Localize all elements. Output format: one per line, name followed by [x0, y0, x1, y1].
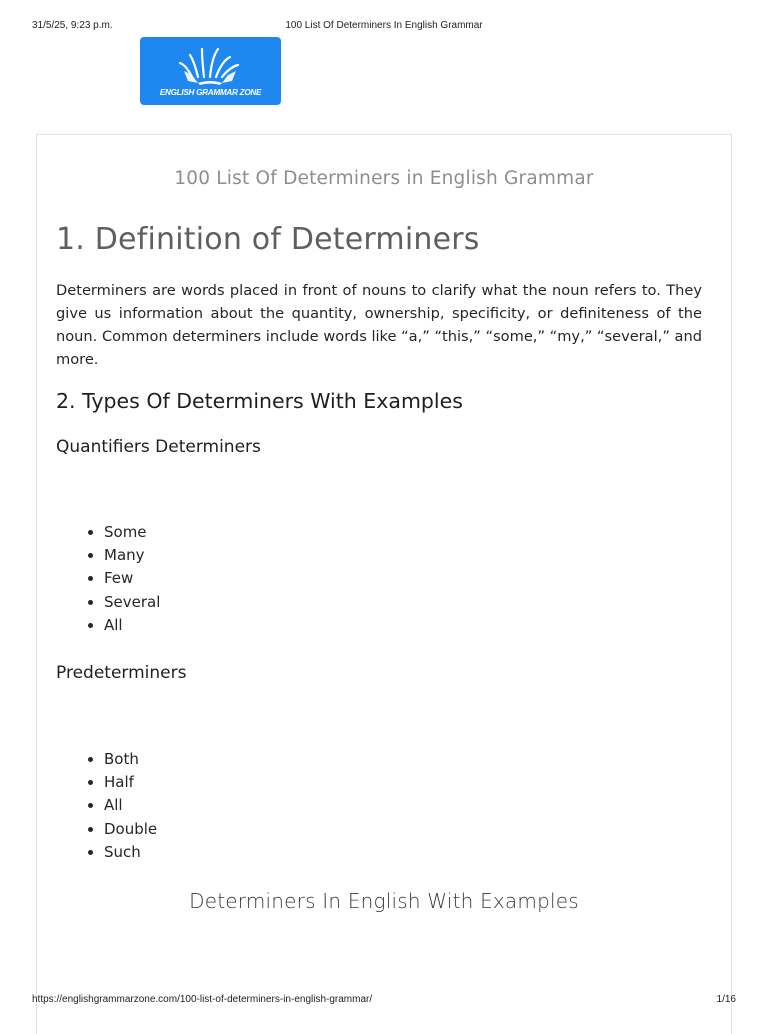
definition-paragraph: Determiners are words placed in front of nouns to clarify what the noun refers to. They give us information about the quantity, ownership, specificity, or definiteness of the noun. Common determiners include words like “a,” “this,” “some,” “my,” “several,” and more. — [56, 282, 702, 368]
site-logo[interactable] — [140, 37, 281, 105]
print-header — [32, 20, 736, 34]
print-footer — [32, 994, 736, 1008]
book-pages-icon — [140, 37, 281, 105]
image-caption: Determiners In English With Examples — [189, 889, 579, 913]
print-datetime: 31/5/25, 9:23 p.m. — [32, 20, 113, 31]
print-page-title: 100 List Of Determiners In English Grammar — [285, 20, 483, 31]
print-page-number: 1/16 — [716, 994, 736, 1005]
predeterminers-heading: Predeterminers — [56, 663, 187, 683]
list-item: • Half — [104, 771, 157, 794]
list-item: • Such — [104, 841, 157, 864]
types-heading: 2. Types Of Determiners With Examples — [56, 389, 463, 413]
list-item: • Some — [104, 521, 160, 544]
list-item: • Both — [104, 748, 157, 771]
print-url: https://englishgrammarzone.com/100-list-of-determiners-in-english-grammar/ — [32, 994, 373, 1005]
list-item: • Several — [104, 591, 160, 614]
list-item: • Many — [104, 544, 160, 567]
article-site-title: 100 List Of Determiners in English Grammar — [174, 168, 594, 189]
quantifiers-list — [86, 521, 160, 637]
list-item: • All — [104, 614, 160, 637]
list-item: • Double — [104, 818, 157, 841]
predeterminers-list — [86, 748, 157, 864]
quantifiers-heading: Quantifiers Determiners — [56, 437, 261, 457]
list-item: • All — [104, 794, 157, 817]
list-item: • Few — [104, 567, 160, 590]
logo-text: ENGLISH GRAMMAR ZONE — [159, 88, 262, 97]
definition-heading: 1. Definition of Determiners — [56, 222, 480, 257]
